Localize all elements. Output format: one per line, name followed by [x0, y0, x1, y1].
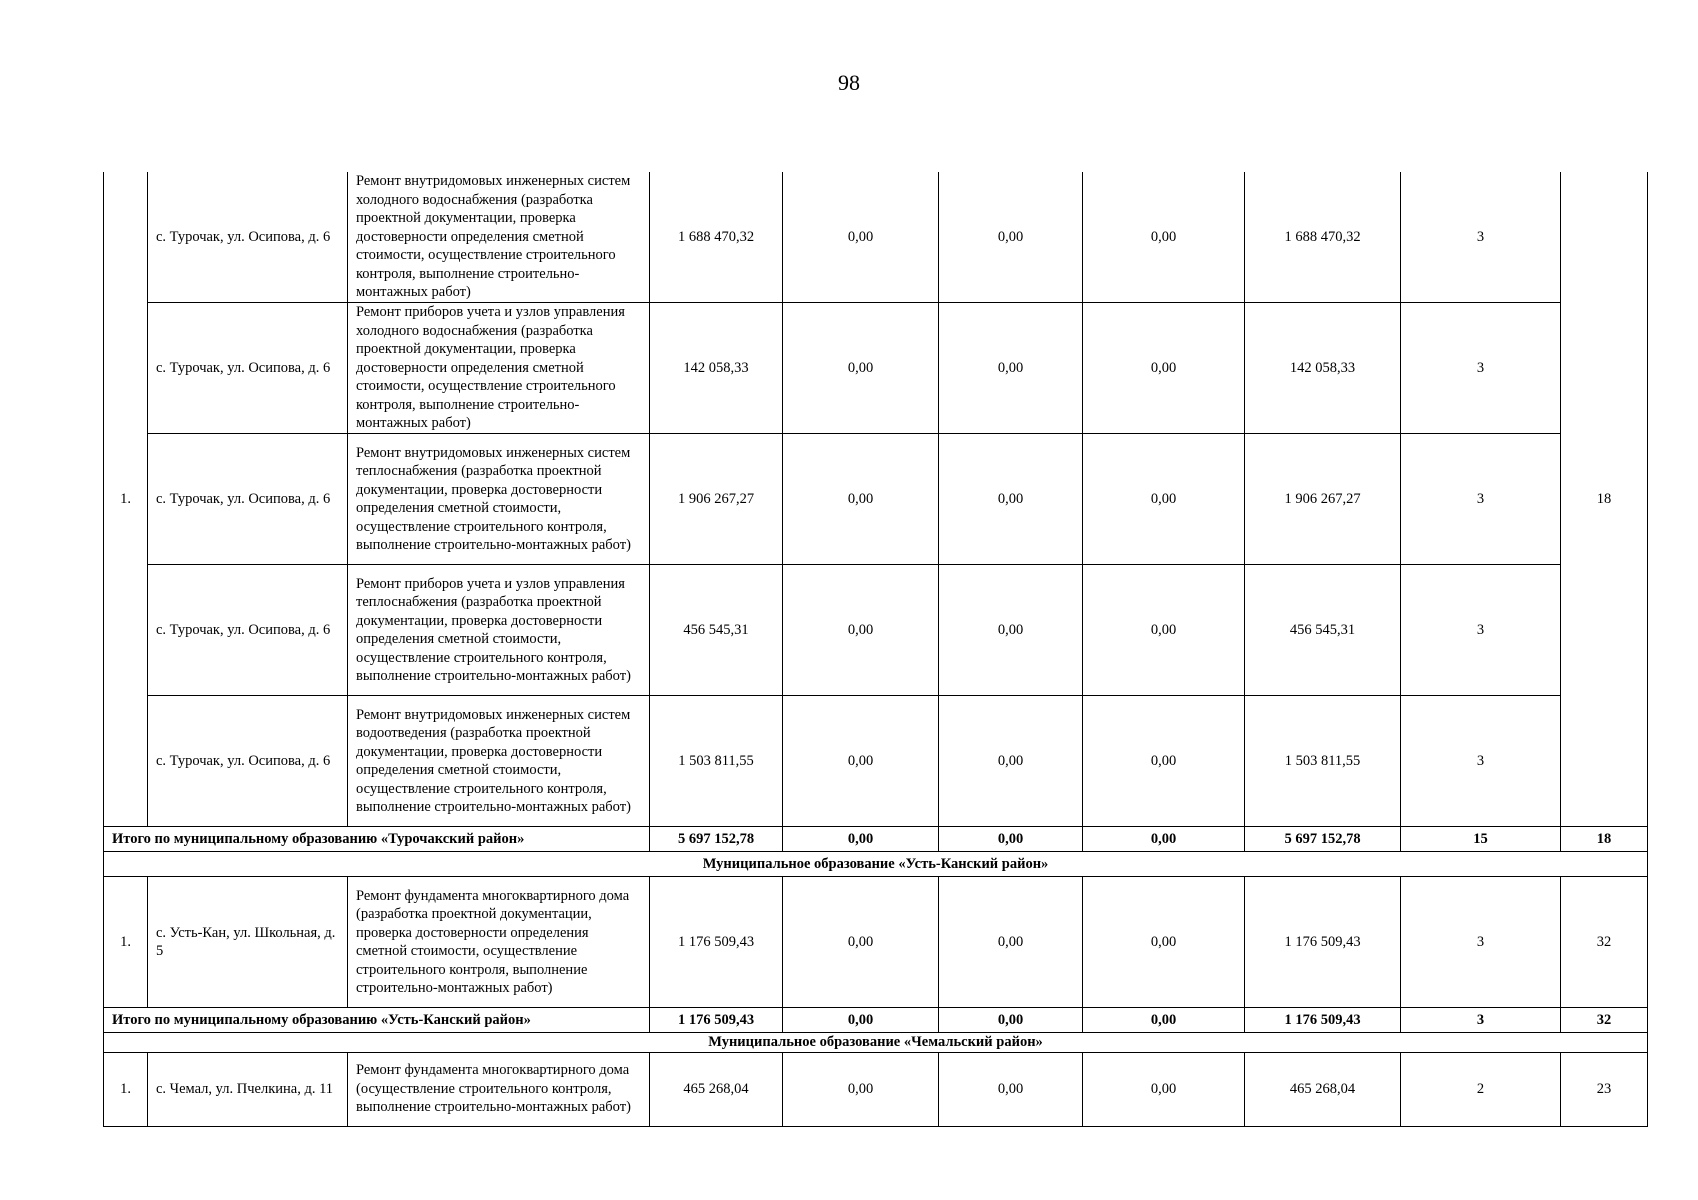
- row-index: 1.: [104, 1052, 148, 1126]
- work-description-cell: Ремонт внутридомовых инженерных систем холодного водоснабжения (разработка проектной документации, проверка достоверности определения сметной стоимости, осуществление строительного контроля, выполнение строительно-монтажных работ): [348, 172, 650, 303]
- total-cost-cell: 1 688 470,32: [650, 172, 783, 303]
- count-cell: 3: [1401, 303, 1561, 434]
- regional-budget-cell: 0,00: [939, 434, 1083, 565]
- fund-cell: 0,00: [783, 172, 939, 303]
- local-budget-cell: 0,00: [1083, 172, 1245, 303]
- work-description-cell: Ремонт фундамента многоквартирного дома (осуществление строительного контроля, выполнение строительно-монтажных работ): [348, 1052, 650, 1126]
- subtotal-count: 3: [1401, 1008, 1561, 1033]
- owners-funds-cell: 1 906 267,27: [1245, 434, 1401, 565]
- owners-funds-cell: 456 545,31: [1245, 565, 1401, 696]
- subtotal-label: Итого по муниципальному образованию «Турочакский район»: [104, 827, 650, 852]
- section-header-row: [104, 1033, 1648, 1053]
- fund-cell: 0,00: [783, 1052, 939, 1126]
- regional-budget-cell: 0,00: [939, 696, 1083, 827]
- row-index: 1.: [104, 172, 148, 827]
- subtotal-total: 1 176 509,43: [650, 1008, 783, 1033]
- regional-budget-cell: 0,00: [939, 303, 1083, 434]
- address-cell: с. Чемал, ул. Пчелкина, д. 11: [148, 1052, 348, 1126]
- local-budget-cell: 0,00: [1083, 303, 1245, 434]
- table-row: [104, 172, 1648, 303]
- subtotal-last-column: 18: [1561, 827, 1648, 852]
- last-column-cell: 23: [1561, 1052, 1648, 1126]
- address-cell: с. Турочак, ул. Осипова, д. 6: [148, 303, 348, 434]
- local-budget-cell: 0,00: [1083, 565, 1245, 696]
- subtotal-regional-budget: 0,00: [939, 827, 1083, 852]
- section-header-row: [104, 852, 1648, 877]
- table-row: [104, 696, 1648, 827]
- work-description-cell: Ремонт внутридомовых инженерных систем водоотведения (разработка проектной документации, проверка достоверности определения сметной стоимости, осуществление строительного контроля, выполнение строительно-монтажных работ): [348, 696, 650, 827]
- local-budget-cell: 0,00: [1083, 877, 1245, 1008]
- address-cell: с. Усть-Кан, ул. Школьная, д. 5: [148, 877, 348, 1008]
- address-cell: с. Турочак, ул. Осипова, д. 6: [148, 434, 348, 565]
- subtotal-last-column: 32: [1561, 1008, 1648, 1033]
- address-cell: с. Турочак, ул. Осипова, д. 6: [148, 696, 348, 827]
- page-number: 98: [838, 70, 860, 95]
- row-index: 1.: [104, 877, 148, 1008]
- work-description-cell: Ремонт внутридомовых инженерных систем теплоснабжения (разработка проектной документации, проверка достоверности определения сметной стоимости, осуществление строительного контроля, выполнение строительно-монтажных работ): [348, 434, 650, 565]
- last-column-cell: 32: [1561, 877, 1648, 1008]
- subtotal-total: 5 697 152,78: [650, 827, 783, 852]
- local-budget-cell: 0,00: [1083, 434, 1245, 565]
- capital-repair-table: [103, 172, 1648, 1127]
- owners-funds-cell: 465 268,04: [1245, 1052, 1401, 1126]
- count-cell: 3: [1401, 434, 1561, 565]
- total-cost-cell: 465 268,04: [650, 1052, 783, 1126]
- address-cell: с. Турочак, ул. Осипова, д. 6: [148, 565, 348, 696]
- total-cost-cell: 1 503 811,55: [650, 696, 783, 827]
- regional-budget-cell: 0,00: [939, 877, 1083, 1008]
- count-cell: 3: [1401, 565, 1561, 696]
- local-budget-cell: 0,00: [1083, 696, 1245, 827]
- subtotal-label: Итого по муниципальному образованию «Усть-Канский район»: [104, 1008, 650, 1033]
- regional-budget-cell: 0,00: [939, 172, 1083, 303]
- owners-funds-cell: 142 058,33: [1245, 303, 1401, 434]
- subtotal-local-budget: 0,00: [1083, 1008, 1245, 1033]
- owners-funds-cell: 1 503 811,55: [1245, 696, 1401, 827]
- owners-funds-cell: 1 176 509,43: [1245, 877, 1401, 1008]
- total-cost-cell: 456 545,31: [650, 565, 783, 696]
- last-column-cell: 18: [1561, 172, 1648, 827]
- table-row: [104, 877, 1648, 1008]
- fund-cell: 0,00: [783, 303, 939, 434]
- table-row: [104, 434, 1648, 565]
- total-cost-cell: 142 058,33: [650, 303, 783, 434]
- subtotal-row: [104, 1008, 1648, 1033]
- subtotal-local-budget: 0,00: [1083, 827, 1245, 852]
- subtotal-owners-funds: 1 176 509,43: [1245, 1008, 1401, 1033]
- section-header: Муниципальное образование «Усть-Канский район»: [104, 852, 1648, 877]
- total-cost-cell: 1 176 509,43: [650, 877, 783, 1008]
- section-header: Муниципальное образование «Чемальский район»: [104, 1033, 1648, 1053]
- work-description-cell: Ремонт приборов учета и узлов управления теплоснабжения (разработка проектной документации, проверка достоверности определения сметной стоимости, осуществление строительного контроля, выполнение строительно-монтажных работ): [348, 565, 650, 696]
- local-budget-cell: 0,00: [1083, 1052, 1245, 1126]
- fund-cell: 0,00: [783, 565, 939, 696]
- table-row: [104, 565, 1648, 696]
- table-row: [104, 1052, 1648, 1126]
- count-cell: 3: [1401, 696, 1561, 827]
- fund-cell: 0,00: [783, 877, 939, 1008]
- subtotal-fund: 0,00: [783, 827, 939, 852]
- table-row: [104, 303, 1648, 434]
- count-cell: 3: [1401, 172, 1561, 303]
- regional-budget-cell: 0,00: [939, 1052, 1083, 1126]
- address-cell: с. Турочак, ул. Осипова, д. 6: [148, 172, 348, 303]
- fund-cell: 0,00: [783, 434, 939, 565]
- regional-budget-cell: 0,00: [939, 565, 1083, 696]
- total-cost-cell: 1 906 267,27: [650, 434, 783, 565]
- subtotal-regional-budget: 0,00: [939, 1008, 1083, 1033]
- work-description-cell: Ремонт фундамента многоквартирного дома (разработка проектной документации, проверка достоверности определения сметной стоимости, осуществление строительного контроля, выполнение строительно-монтажных работ): [348, 877, 650, 1008]
- fund-cell: 0,00: [783, 696, 939, 827]
- count-cell: 3: [1401, 877, 1561, 1008]
- work-description-cell: Ремонт приборов учета и узлов управления холодного водоснабжения (разработка проектной документации, проверка достоверности определения сметной стоимости, осуществление строительного контроля, выполнение строительно-монтажных работ): [348, 303, 650, 434]
- subtotal-row: [104, 827, 1648, 852]
- subtotal-owners-funds: 5 697 152,78: [1245, 827, 1401, 852]
- subtotal-count: 15: [1401, 827, 1561, 852]
- subtotal-fund: 0,00: [783, 1008, 939, 1033]
- owners-funds-cell: 1 688 470,32: [1245, 172, 1401, 303]
- count-cell: 2: [1401, 1052, 1561, 1126]
